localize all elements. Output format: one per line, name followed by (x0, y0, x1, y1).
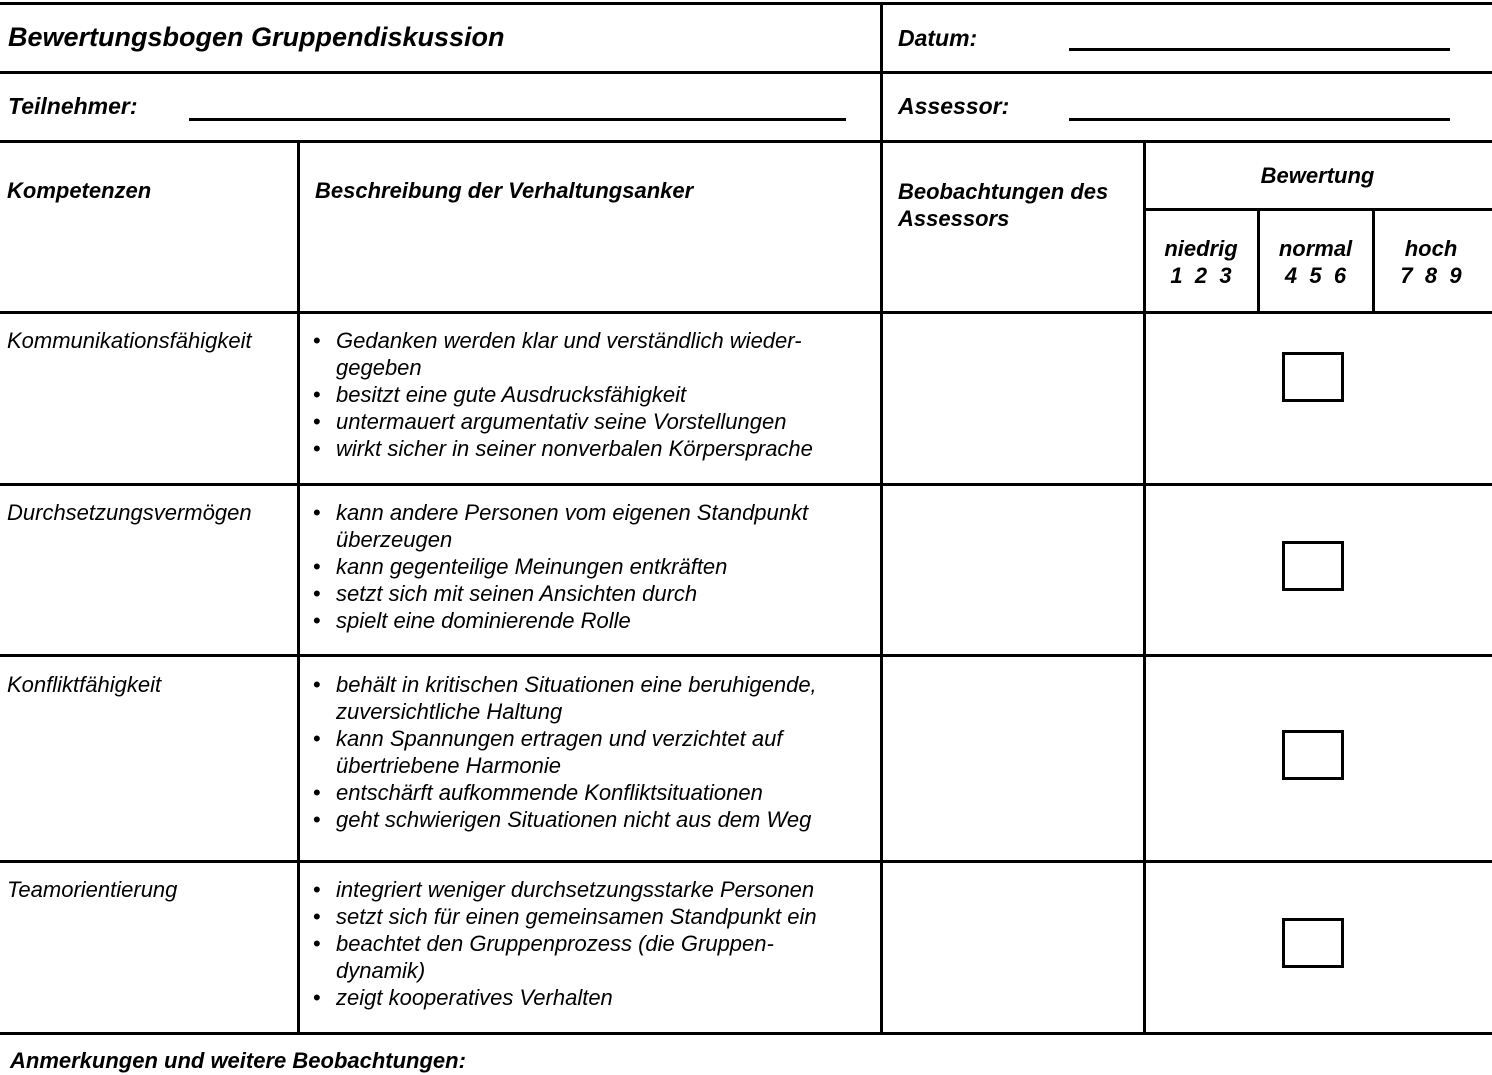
anchor-item: • Gedanken werden klar und verständlich wieder- gegeben (305, 327, 813, 381)
form-title: Bewertungsbogen Gruppendiskussion (8, 22, 505, 52)
row-divider-3 (0, 860, 1492, 863)
observations-cell[interactable] (884, 315, 1142, 482)
anchor-item: • kann gegenteilige Meinungen entkräften (305, 553, 808, 580)
anchor-list (305, 499, 808, 634)
competencies-header: Kompetenzen (7, 178, 152, 203)
anchor-item: • kann andere Personen vom eigenen Standpunkt überzeugen (305, 499, 808, 553)
participant-label: Teilnehmer: (8, 93, 138, 119)
anchor-item: • entschärft aufkommende Konfliktsituationen (305, 779, 817, 806)
bottom-table-border (0, 1032, 1492, 1035)
scale-high (1375, 235, 1487, 289)
anchor-list (305, 671, 817, 833)
observations-header-line1: Beobachtungen des (898, 179, 1109, 204)
anchor-item: • untermauert argumentativ seine Vorstellungen (305, 408, 813, 435)
observations-header (898, 178, 1108, 232)
observations-header-line2: Assessors (898, 206, 1010, 231)
anchor-item: • zeigt kooperatives Verhalten (305, 984, 817, 1011)
anchor-item: • besitzt eine gute Ausdrucksfähigkeit (305, 381, 813, 408)
scale-high-numbers: 7 8 9 (1400, 263, 1462, 288)
row-divider-1 (0, 483, 1492, 486)
anchor-item: • setzt sich für einen gemeinsamen Standpunkt ein (305, 903, 817, 930)
scale-low-label: niedrig (1164, 236, 1238, 261)
anchor-list (305, 876, 817, 1011)
row-divider-title (0, 71, 1492, 74)
scale-normal-numbers: 4 5 6 (1284, 263, 1347, 288)
anchor-item: • kann Spannungen ertragen und verzichtet auf übertriebene Harmonie (305, 725, 817, 779)
rating-header-divider (1144, 208, 1492, 211)
scale-low (1146, 235, 1256, 289)
description-header: Beschreibung der Verhaltungsanker (315, 178, 694, 203)
anchor-item: • spielt eine dominierende Rolle (305, 607, 808, 634)
anchor-item: • setzt sich mit seinen Ansichten durch (305, 580, 808, 607)
row-divider-2 (0, 654, 1492, 657)
participant-field[interactable] (189, 118, 846, 121)
scale-low-numbers: 1 2 3 (1170, 263, 1232, 288)
competency-label: Konfliktfähigkeit (7, 672, 162, 697)
anchor-item: • integriert weniger durchsetzungsstarke Personen (305, 876, 817, 903)
scale-normal (1260, 235, 1371, 289)
anchor-item: • beachtet den Gruppenprozess (die Gruppen- dynamik) (305, 930, 817, 984)
anchor-item: • geht schwierigen Situationen nicht aus dem Weg (305, 806, 817, 833)
observations-cell[interactable] (884, 658, 1142, 859)
scale-normal-label: normal (1278, 236, 1353, 261)
row-divider-header (0, 311, 1492, 314)
rating-box[interactable] (1282, 730, 1344, 780)
anchor-item: • wirkt sicher in seiner nonverbalen Körpersprache (305, 435, 813, 462)
scale-high-label: hoch (1404, 236, 1458, 261)
rating-header: Bewertung (1260, 163, 1375, 188)
competency-label: Teamorientierung (7, 877, 178, 902)
anchor-list (305, 327, 813, 462)
observations-cell[interactable] (884, 487, 1142, 653)
competency-label: Durchsetzungsvermögen (7, 500, 252, 525)
date-label: Datum: (898, 25, 978, 51)
col-divider-description (880, 2, 883, 1035)
date-field[interactable] (1069, 48, 1450, 51)
remarks-label: Anmerkungen und weitere Beobachtungen: (10, 1048, 466, 1073)
col-divider-competencies (297, 140, 300, 1035)
rating-box[interactable] (1282, 352, 1344, 402)
assessor-label: Assessor: (898, 93, 1010, 119)
rating-box[interactable] (1282, 541, 1344, 591)
row-divider-participant (0, 140, 1492, 143)
top-border (0, 2, 1492, 5)
observations-cell[interactable] (884, 864, 1142, 1031)
assessor-field[interactable] (1069, 118, 1450, 121)
competency-label: Kommunikationsfähigkeit (7, 328, 252, 353)
anchor-item: • behält in kritischen Situationen eine beruhigende, zuversichtliche Haltung (305, 671, 817, 725)
rating-box[interactable] (1282, 918, 1344, 968)
